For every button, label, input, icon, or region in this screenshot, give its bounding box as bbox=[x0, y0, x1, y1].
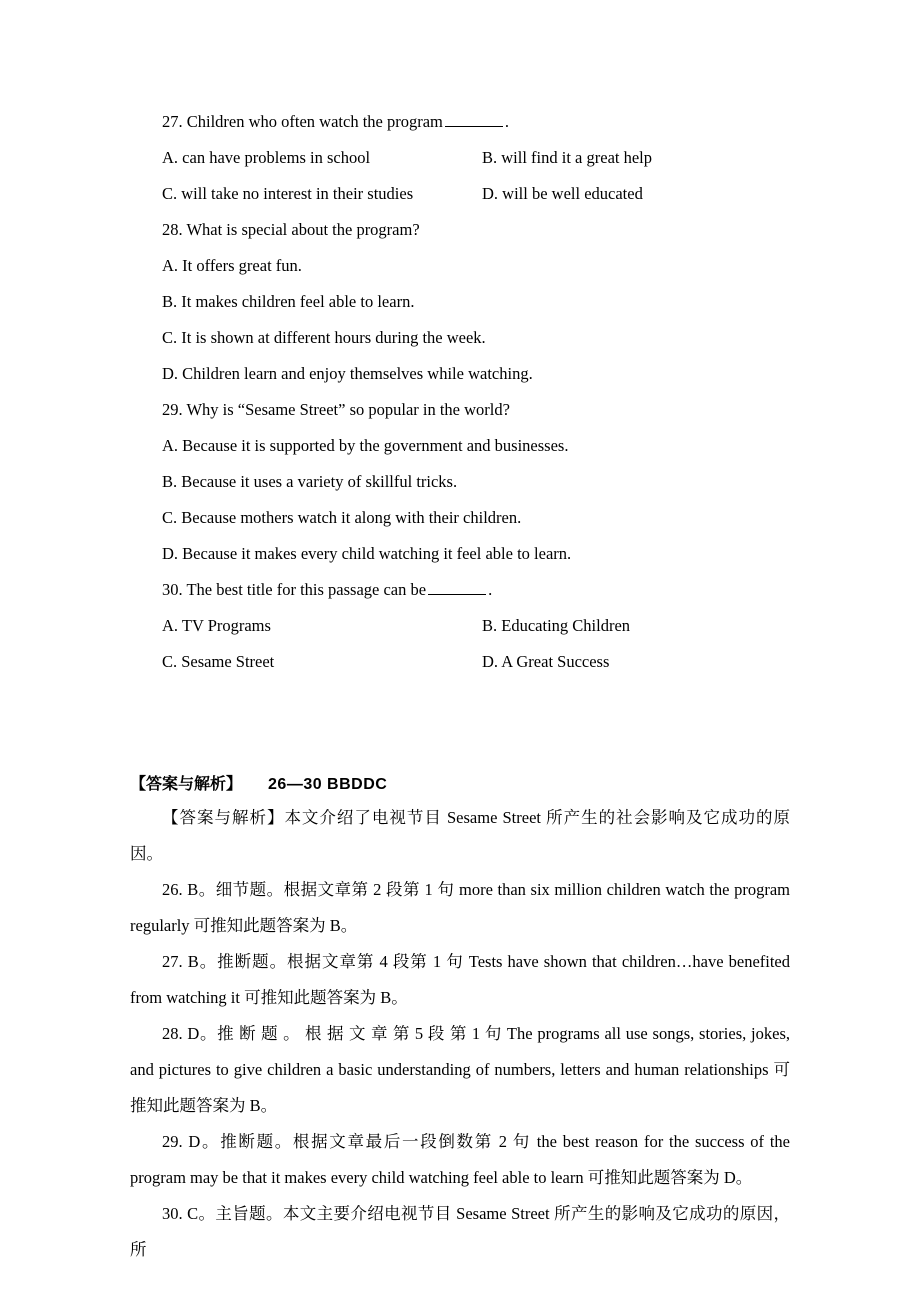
question-30-options-row-2 bbox=[130, 644, 790, 680]
explanation-30: 30. C。主旨题。本文主要介绍电视节目 Sesame Street 所产生的影响及它成功的原因，所 bbox=[130, 1204, 790, 1259]
option-b: B. will find it a great help bbox=[482, 148, 653, 167]
answer-section-heading bbox=[130, 770, 790, 800]
option-c: C. will take no interest in their studies bbox=[162, 184, 414, 203]
answer-summary: 【答案与解析】本文介绍了电视节目 Sesame Street 所产生的社会影响及它成功的原因。 bbox=[130, 808, 790, 863]
question-28-stem bbox=[130, 212, 790, 248]
question-28-option-b: B. It makes children feel able to learn. bbox=[162, 292, 415, 311]
explanation-26: 26. B。细节题。根据文章第 2 段第 1 句 more than six million children watch the program regularly 可推知此题答案为 B。 bbox=[130, 880, 790, 935]
question-30-stem-text: 30. The best title for this passage can be bbox=[162, 580, 427, 599]
question-29-option-c: C. Because mothers watch it along with their children. bbox=[162, 508, 522, 527]
question-27-stem-period: . bbox=[504, 112, 510, 131]
question-30-stem bbox=[130, 572, 790, 608]
explanation-28: 28. D。推 断 题 。 根 据 文 章 第 5 段 第 1 句 The programs all use songs, stories, jokes, and pictures to give children a basic understanding of numbers, letters and human relationships 可推知此题答案为 B。 bbox=[130, 1024, 790, 1115]
question-27-options-row-2 bbox=[130, 176, 790, 212]
question-28-stem-text: 28. What is special about the program? bbox=[162, 220, 420, 239]
question-28-option-a: A. It offers great fun. bbox=[162, 256, 302, 275]
document-content bbox=[130, 104, 790, 1268]
option-a: A. TV Programs bbox=[162, 616, 271, 635]
question-30-stem-period: . bbox=[488, 580, 493, 599]
question-29-option-a: A. Because it is supported by the government and businesses. bbox=[162, 436, 569, 455]
question-29-option-d: D. Because it makes every child watching it feel able to learn. bbox=[162, 544, 572, 563]
answer-blank bbox=[428, 580, 486, 595]
option-d: D. A Great Success bbox=[482, 652, 610, 671]
question-30-options-row-1 bbox=[130, 608, 790, 644]
question-29-stem bbox=[130, 392, 790, 428]
question-27-stem-text: 27. Children who often watch the program bbox=[162, 112, 443, 131]
question-27-stem bbox=[130, 104, 790, 140]
option-a: A. can have problems in school bbox=[162, 148, 371, 167]
section-spacer bbox=[130, 680, 790, 764]
option-c: C. Sesame Street bbox=[162, 652, 275, 671]
question-27-options-row-1 bbox=[130, 140, 790, 176]
explanation-29: 29. D。推断题。根据文章最后一段倒数第 2 句 the best reason for the success of the program may be that it makes every child watching feel able to learn 可推知此题答案为 D。 bbox=[130, 1132, 790, 1187]
explanation-27: 27. B。推断题。根据文章第 4 段第 1 句 Tests have shown that children…have benefited from watching it 可推知此题答案为 B。 bbox=[130, 952, 790, 1007]
question-29-option-b: B. Because it uses a variety of skillful tricks. bbox=[162, 472, 458, 491]
answer-codes: 26—30 BBDDC bbox=[268, 776, 388, 793]
question-29-stem-text: 29. Why is “Sesame Street” so popular in the world? bbox=[162, 400, 510, 419]
question-28-option-d: D. Children learn and enjoy themselves while watching. bbox=[162, 364, 533, 383]
question-28-option-c: C. It is shown at different hours during the week. bbox=[162, 328, 486, 347]
option-d: D. will be well educated bbox=[482, 184, 643, 203]
answer-blank bbox=[445, 112, 503, 127]
answer-section-title: 【答案与解析】 bbox=[130, 776, 243, 793]
option-b: B. Educating Children bbox=[482, 616, 631, 635]
